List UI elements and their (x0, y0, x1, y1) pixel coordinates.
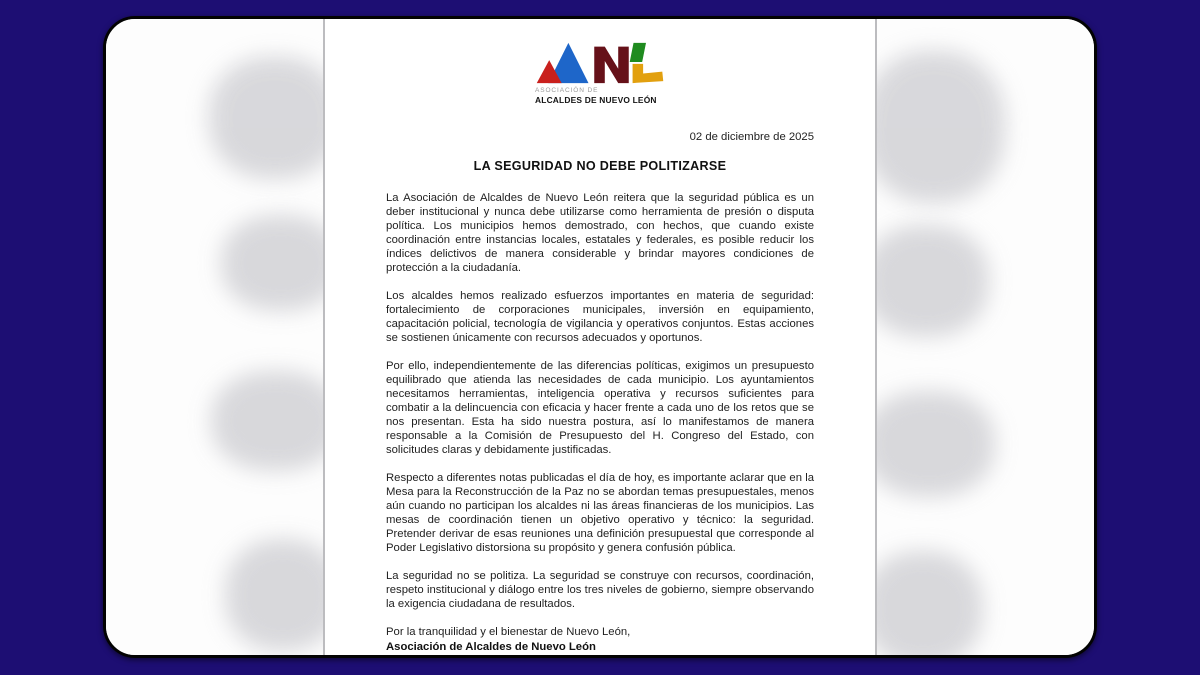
paragraph-3: Por ello, independientemente de las diferencias políticas, exigimos un presupuesto equilibrado que atienda las necesidades de cada municipio. Los ayuntamientos necesitamos herramientas, inteligencia operativa y recursos suficientes para combatir a la delincuencia con eficacia y hacer frente a cada uno de los retos que se nos presentan. Esta ha sido nuestra postura, así lo manifestamos de manera responsable a la Comisión de Presupuesto del H. Congreso del Estado, con solicitudes claras y debidamente justificadas. (386, 360, 814, 456)
blurred-page-right (877, 19, 1094, 655)
document-body (386, 191, 814, 611)
document-title: LA SEGURIDAD NO DEBE POLITIZARSE (473, 159, 727, 173)
signature-line: Asociación de Alcaldes de Nuevo León (386, 641, 596, 653)
paragraph-2: Los alcaldes hemos realizado esfuerzos importantes en materia de seguridad: fortalecimiento de corporaciones municipales, inversión en equipamiento, capacitación policial, tecnología de vigilancia y operativos conjuntos. Estas acciones se sostienen únicamente con recursos adecuados y oportunos. (386, 290, 814, 344)
anl-logo (535, 39, 665, 105)
blur-blob (877, 51, 1005, 203)
blur-blob (877, 551, 983, 655)
blur-blob (225, 539, 323, 651)
paragraph-1: La Asociación de Alcaldes de Nuevo León reitera que la seguridad pública es un deber institucional y nunca debe utilizarse como herramienta de presión o disputa política. Los municipios hemos demostrado, con hechos, que cuando existe coordinación entre instancias locales, estatales y federales, es posible reducir los índices delictivos de manera considerable y brindar mayores condiciones de protección a la ciudadanía. (386, 192, 814, 274)
document-page (325, 19, 875, 655)
logo-organization: ALCALDES DE NUEVO LEÓN (535, 95, 657, 105)
paragraph-5: La seguridad no se politiza. La seguridad se construye con recursos, coordinación, respeto institucional y diálogo entre los tres niveles de gobierno, siempre observando la exigencia ciudadana de resultados. (386, 570, 814, 610)
document-date: 02 de diciembre de 2025 (689, 131, 814, 143)
blur-blob (877, 225, 989, 337)
blurred-page-left (106, 19, 323, 655)
blur-blob (877, 391, 995, 497)
statement-card (103, 16, 1097, 658)
closing-line: Por la tranquilidad y el bienestar de Nuevo León, (386, 626, 631, 638)
anl-triangles-icon (535, 39, 665, 85)
blur-blob (221, 215, 323, 311)
blur-blob (211, 371, 323, 471)
logo-subtitle: ASOCIACIÓN DE (535, 87, 599, 94)
paragraph-4: Respecto a diferentes notas publicadas el día de hoy, es importante aclarar que en la Mesa para la Reconstrucción de la Paz no se abordan temas presupuestales, menos aún cuando no participan los alcaldes ni las áreas financieras de los municipios. Las mesas de coordinación tienen un objetivo operativo y técnico: la seguridad. Pretender derivar de esas reuniones una definición presupuestal que corresponde al Poder Legislativo distorsiona su propósito y genera confusión pública. (386, 472, 814, 554)
blur-blob (209, 57, 323, 179)
